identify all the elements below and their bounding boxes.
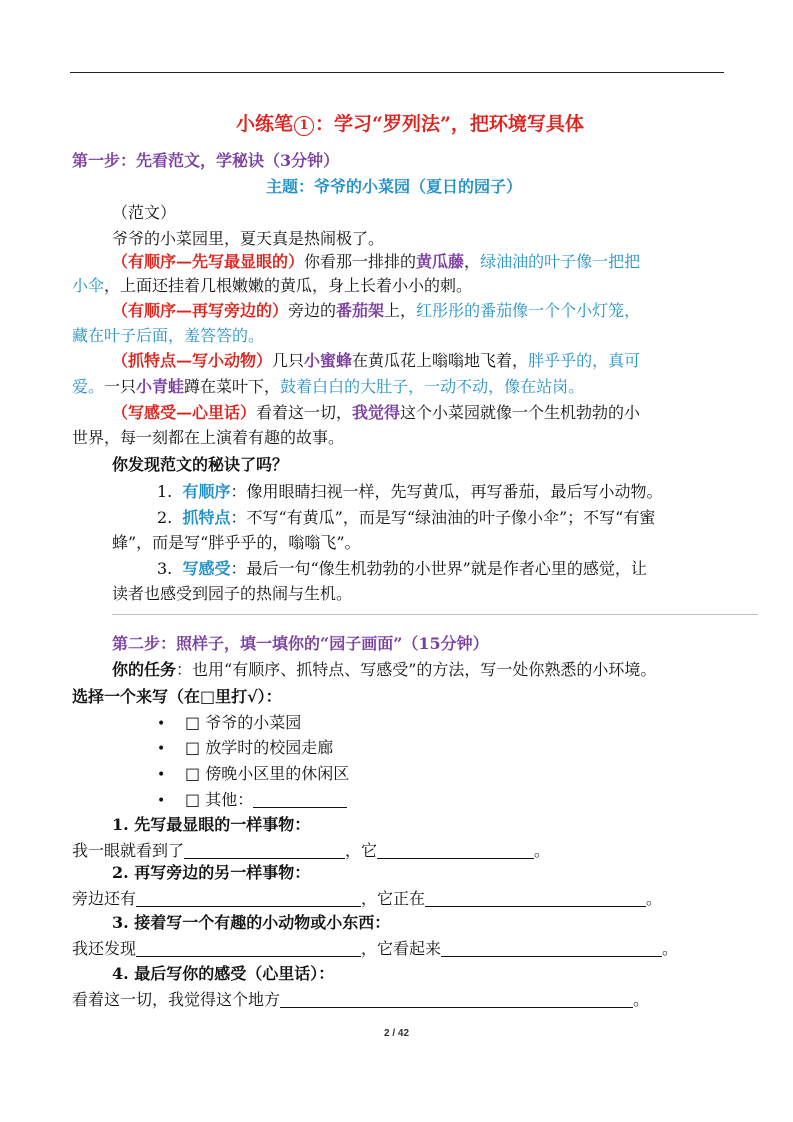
sample-label: （范文） xyxy=(112,203,177,222)
task-label: 你的任务 xyxy=(112,660,177,679)
option-other[interactable] xyxy=(185,789,347,811)
page-title xyxy=(236,112,584,136)
option-community-area[interactable]: □ 傍晚小区里的休闲区 xyxy=(185,764,350,783)
paragraph-4-line-2: 世界，每一刻都在上演着有趣的故事。 xyxy=(72,428,345,447)
paragraph-4-line-1 xyxy=(112,402,640,424)
text: 一只 xyxy=(104,377,137,396)
prompt-3-heading: 3. 接着写一个有趣的小动物或小东西： xyxy=(112,913,391,932)
prompt-2-line xyxy=(72,888,662,910)
option-other-label: □ 其他： xyxy=(185,790,254,809)
text: 。 xyxy=(662,939,679,958)
answer-blank[interactable] xyxy=(377,840,534,859)
tag-feeling: （写感受—心里话） xyxy=(112,403,257,422)
text: ，上面还挂着几根嫩嫩的黄瓜，身上长着小小的刺。 xyxy=(104,276,473,295)
circled-number: 1 xyxy=(294,116,314,136)
description: 胖乎乎的，真可 xyxy=(528,351,641,370)
text: 在黄瓜花上嗡嗡地飞着， xyxy=(352,351,529,370)
answer-blank[interactable] xyxy=(136,888,361,907)
keyword: 小青蛙 xyxy=(136,377,185,396)
description: 小伞 xyxy=(72,276,105,295)
bullet-dot: • xyxy=(157,767,166,783)
text: 我还发现 xyxy=(72,939,137,958)
keyword: 我觉得 xyxy=(352,403,401,422)
other-blank[interactable] xyxy=(253,789,347,808)
paragraph-1-line-2 xyxy=(72,275,472,297)
text: 看着这一切， xyxy=(256,403,353,422)
text: 看着这一切，我觉得这个地方 xyxy=(72,990,281,1009)
prompt-3-line xyxy=(72,938,678,960)
keyword: 番茄架 xyxy=(336,301,385,320)
prompt-2-heading: 2. 再写旁边的另一样事物： xyxy=(112,863,311,882)
text: ：像用眼睛扫视一样，先写黄瓜，再写番茄，最后写小动物。 xyxy=(230,482,663,501)
keyword: 有顺序 xyxy=(182,482,231,501)
bullet-dot: • xyxy=(157,793,166,809)
paragraph-1-line-1 xyxy=(112,251,640,273)
text: ：最后一句“像生机勃勃的小世界”就是作者心里的感觉，让 xyxy=(230,559,647,578)
step2-heading: 第二步：照样子，填一填你的“园子画面”（15分钟） xyxy=(112,634,489,653)
secret-2 xyxy=(157,507,655,529)
text: ：不写“有黄瓜”，而是写“绿油油的叶子像小伞”；不写“有蜜 xyxy=(230,508,656,527)
answer-blank[interactable] xyxy=(441,938,662,957)
choose-heading: 选择一个来写（在□里打√）： xyxy=(72,687,282,706)
secret-1 xyxy=(157,481,662,503)
secret-3-cont: 读者也感受到园子的热闹与生机。 xyxy=(112,584,353,603)
secret-3 xyxy=(157,558,647,580)
answer-blank[interactable] xyxy=(136,938,361,957)
text: 。 xyxy=(534,841,551,860)
text: 蹲在菜叶下， xyxy=(184,377,281,396)
text: 几只 xyxy=(272,351,305,370)
prompt-4-heading: 4. 最后写你的感受（心里话）： xyxy=(112,964,335,983)
paragraph-3-line-2 xyxy=(72,376,584,398)
answer-blank[interactable] xyxy=(425,888,646,907)
task-line xyxy=(112,659,656,681)
bullet-dot: • xyxy=(157,716,166,732)
description: 爱。 xyxy=(72,377,105,396)
option-vegetable-garden[interactable]: □ 爷爷的小菜园 xyxy=(185,713,302,732)
keyword: 抓特点 xyxy=(182,508,231,527)
text: ，它 xyxy=(345,841,378,860)
list-number: 3. xyxy=(157,559,173,578)
prompt-1-line xyxy=(72,840,550,862)
secret-question: 你发现范文的秘诀了吗？ xyxy=(112,455,289,474)
tag-order-2: （有顺序—再写旁边的） xyxy=(112,301,289,320)
paragraph-2-line-1 xyxy=(112,300,640,322)
description: 鼓着白白的大肚子，一动不动，像在站岗。 xyxy=(280,377,585,396)
text: ， xyxy=(464,252,481,271)
text: 你看那一排排的 xyxy=(304,252,417,271)
title-main: ：学习“罗列法”，把环境写具体 xyxy=(315,113,584,135)
text: 旁边的 xyxy=(288,301,337,320)
text: ，它正在 xyxy=(361,889,426,908)
secret-2-cont: 蜂”，而是写“胖乎乎的，嗡嗡飞”。 xyxy=(112,533,361,552)
tag-feature: （抓特点—写小动物） xyxy=(112,351,273,370)
text: 上， xyxy=(384,301,417,320)
text: 。 xyxy=(633,990,650,1009)
paragraph-3-line-1 xyxy=(112,350,640,372)
title-prefix: 小练笔 xyxy=(236,113,294,135)
paragraph-2-line-2 xyxy=(72,325,264,347)
list-number: 2. xyxy=(157,508,173,527)
theme-line: 主题：爷爷的小菜园（夏日的园子） xyxy=(266,177,523,196)
list-number: 1. xyxy=(157,482,173,501)
text: 。 xyxy=(646,889,663,908)
keyword: 黄瓜藤 xyxy=(416,252,465,271)
section-divider xyxy=(112,614,758,615)
answer-blank[interactable] xyxy=(280,989,633,1008)
description: 红彤彤的番茄像一个个小灯笼， xyxy=(416,301,641,320)
page-number: 2 / 42 xyxy=(383,1028,410,1039)
sample-opening: 爷爷的小菜园里，夏天真是热闹极了。 xyxy=(112,229,385,248)
description: 藏在叶子后面，羞答答的。 xyxy=(72,326,265,345)
prompt-4-line xyxy=(72,989,649,1011)
text: 旁边还有 xyxy=(72,889,137,908)
step1-heading: 第一步：先看范文，学秘诀（3分钟） xyxy=(72,151,340,170)
header-rule xyxy=(70,72,724,73)
prompt-1-heading: 1. 先写最显眼的一样事物： xyxy=(112,815,311,834)
answer-blank[interactable] xyxy=(184,840,345,859)
keyword: 小蜜蜂 xyxy=(304,351,353,370)
option-school-corridor[interactable]: □ 放学时的校园走廊 xyxy=(185,738,334,757)
bullet-dot: • xyxy=(157,741,166,757)
keyword: 写感受 xyxy=(182,559,231,578)
tag-order-1: （有顺序—先写最显眼的） xyxy=(112,252,305,271)
text: ，它看起来 xyxy=(361,939,442,958)
task-text: ：也用“有顺序、抓特点、写感受”的方法，写一处你熟悉的小环境。 xyxy=(176,660,657,679)
description: 绿油油的叶子像一把把 xyxy=(480,252,641,271)
text: 我一眼就看到了 xyxy=(72,841,185,860)
text: 这个小菜园就像一个生机勃勃的小 xyxy=(400,403,641,422)
